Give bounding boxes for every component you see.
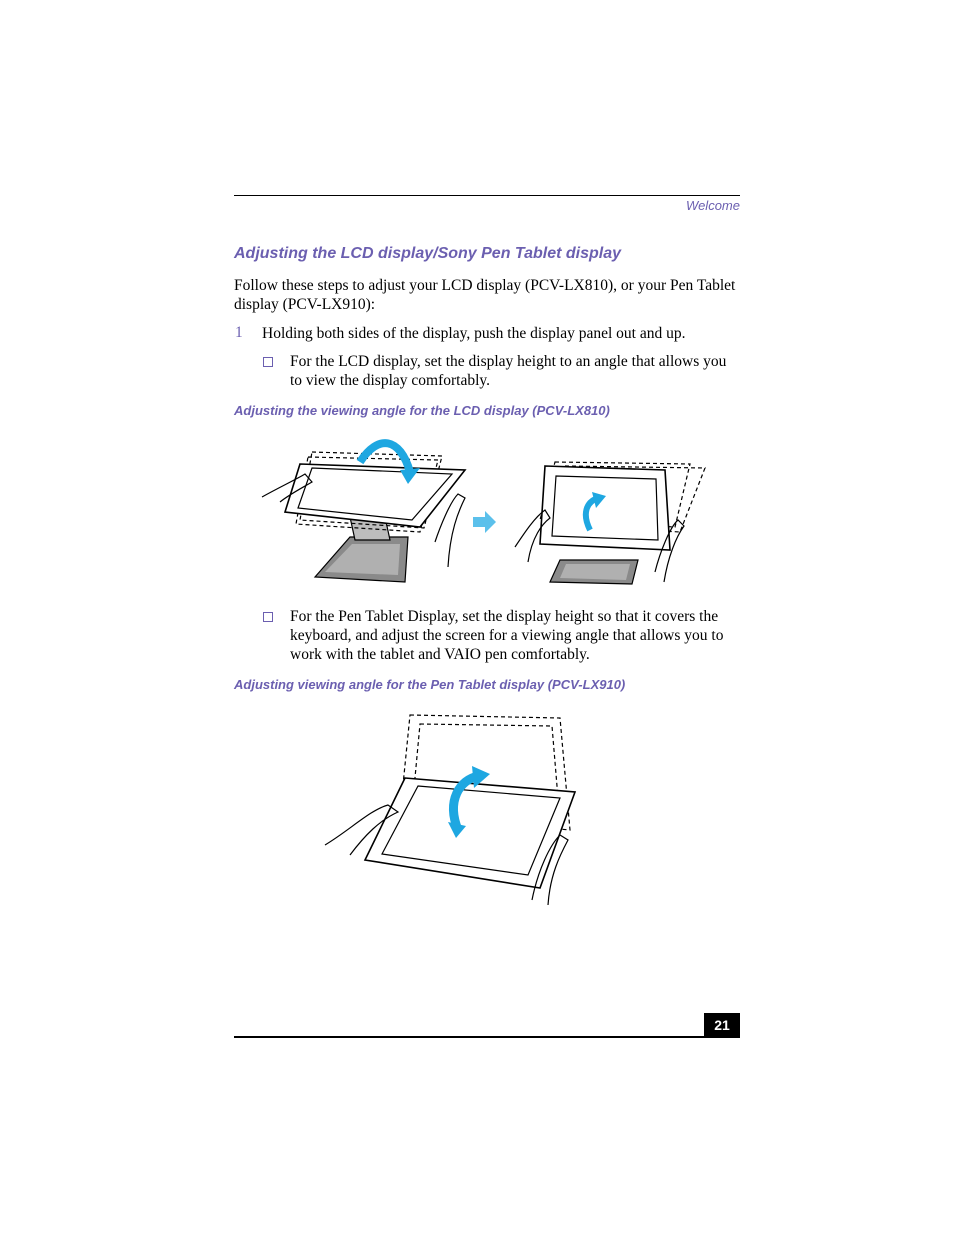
- checkbox-bullet-icon: [263, 357, 273, 367]
- section-title: Adjusting the LCD display/Sony Pen Tablet display: [234, 245, 622, 262]
- pen-tablet-adjustment-illustration: [320, 710, 590, 905]
- next-step-arrow-icon: [473, 511, 496, 533]
- header-rule: [234, 195, 740, 196]
- lcd-raised-drawing: [515, 462, 705, 584]
- bullet-text-lcd: For the LCD display, set the display height to an angle that allows you to view the display comfortably.: [290, 353, 727, 389]
- step-number: 1: [235, 324, 243, 341]
- step-text: Holding both sides of the display, push the display panel out and up.: [262, 325, 686, 342]
- lcd-display-drawing: [262, 452, 465, 582]
- footer-rule: [234, 1036, 740, 1038]
- checkbox-bullet-icon: [263, 612, 273, 622]
- figure-caption-pen-tablet: Adjusting viewing angle for the Pen Tablet display (PCV-LX910): [234, 677, 626, 692]
- intro-paragraph: Follow these steps to adjust your LCD display (PCV-LX810), or your Pen Tablet display (PCV-LX910):: [234, 277, 736, 313]
- page-number: 21: [704, 1013, 740, 1037]
- lcd-adjustment-illustration: [260, 432, 710, 602]
- bullet-text-pen-tablet: For the Pen Tablet Display, set the display height so that it covers the keyboard, and adjust the screen for a viewing angle that allows you to work with the tablet and VAIO pen comfortably.: [290, 608, 724, 663]
- running-header: Welcome: [686, 198, 740, 213]
- figure-caption-lcd: Adjusting the viewing angle for the LCD display (PCV-LX810): [234, 403, 610, 418]
